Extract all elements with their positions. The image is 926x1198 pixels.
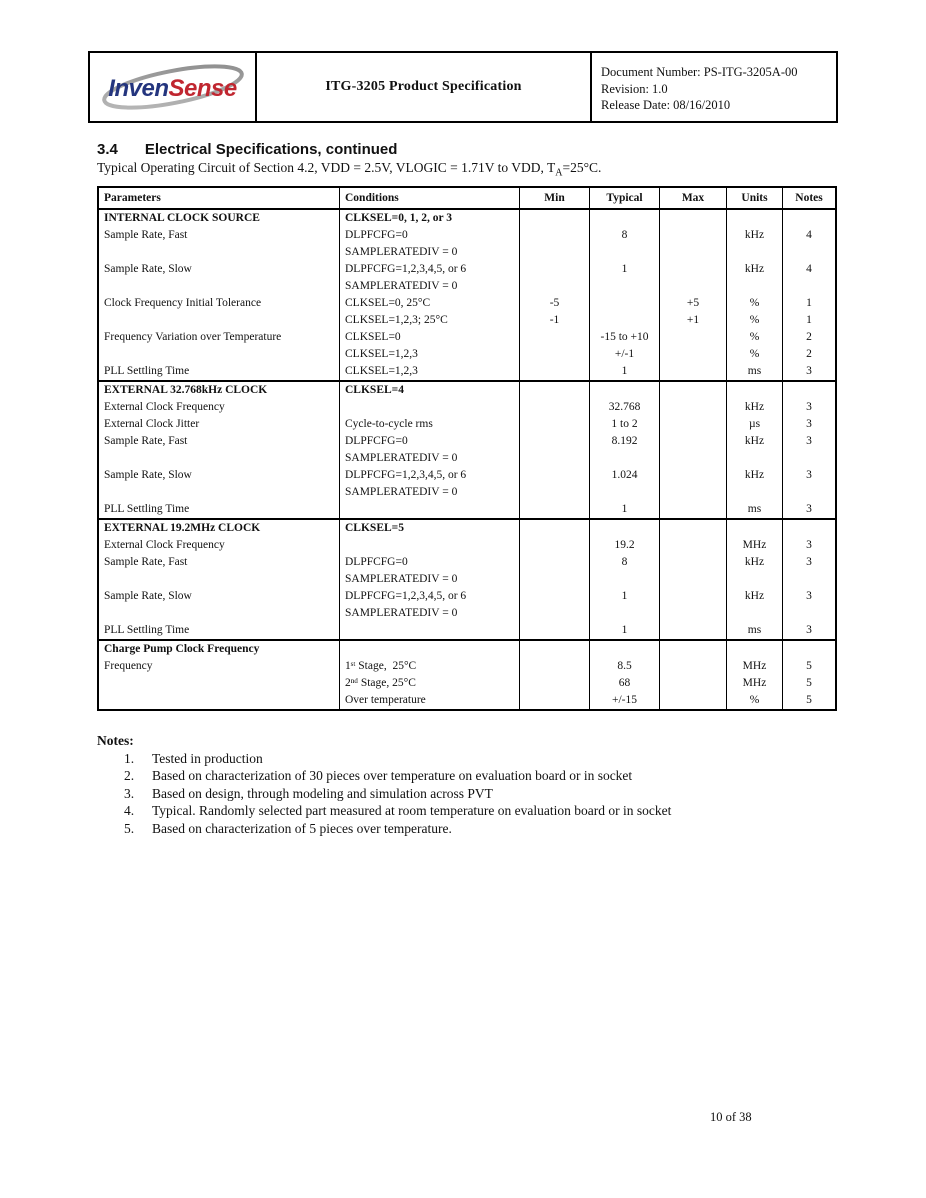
condition-line: DLPFCFG=0 bbox=[345, 229, 408, 241]
units-cell: % bbox=[727, 329, 783, 346]
typical-cell: 1 to 2 bbox=[590, 416, 660, 433]
condition-line: SAMPLERATEDIV = 0 bbox=[345, 486, 458, 498]
column-header-min: Min bbox=[520, 188, 590, 208]
doc-release-date: Release Date: 08/16/2010 bbox=[601, 98, 731, 112]
typical-cell: +/-15 bbox=[590, 692, 660, 709]
min-cell bbox=[520, 588, 590, 622]
notes-cell bbox=[783, 382, 835, 399]
typical-cell: 1.024 bbox=[590, 467, 660, 501]
typical-cell bbox=[590, 382, 660, 399]
min-cell bbox=[520, 227, 590, 261]
param-cell: Sample Rate, Fast bbox=[99, 227, 340, 261]
param-cell: Frequency bbox=[99, 658, 340, 675]
min-cell bbox=[520, 692, 590, 709]
notes-cell: 3 bbox=[806, 418, 812, 430]
max-cell bbox=[660, 261, 727, 295]
max-cell bbox=[660, 588, 727, 622]
doc-number: Document Number: PS-ITG-3205A-00 bbox=[601, 65, 798, 79]
note-text: Based on design, through modeling and simulation across PVT bbox=[152, 785, 493, 801]
min-cell bbox=[520, 399, 590, 416]
condition-line: DLPFCFG=1,2,3,4,5, or 6 bbox=[345, 590, 467, 602]
column-header-notes: Notes bbox=[795, 192, 823, 204]
condition-line: CLKSEL=1,2,3; 25°C bbox=[345, 314, 448, 326]
max-cell bbox=[660, 433, 727, 467]
note-number: 3. bbox=[124, 785, 135, 801]
min-cell bbox=[520, 261, 590, 295]
cond-cell bbox=[340, 312, 520, 329]
document-header bbox=[88, 51, 838, 123]
notes-list bbox=[97, 750, 817, 837]
units-cell: MHz bbox=[727, 537, 783, 554]
min-cell bbox=[520, 658, 590, 675]
min-cell bbox=[520, 641, 590, 658]
invensense-logo bbox=[97, 58, 249, 116]
cond-cell bbox=[340, 399, 520, 416]
units-cell: kHz bbox=[727, 467, 783, 501]
notes-cell: 3 bbox=[806, 624, 812, 636]
column-header-typical: Typical bbox=[590, 188, 660, 208]
units-cell bbox=[727, 641, 783, 658]
cond-cell bbox=[340, 588, 520, 622]
units-cell: ms bbox=[727, 363, 783, 380]
condition-line: CLKSEL=0 bbox=[345, 331, 401, 343]
notes-cell: 3 bbox=[806, 469, 812, 481]
notes-cell: 3 bbox=[806, 365, 812, 377]
param-cell: Sample Rate, Fast bbox=[99, 433, 340, 467]
param-cell bbox=[99, 675, 340, 692]
note-item bbox=[97, 802, 817, 819]
param-cell: External Clock Frequency bbox=[99, 537, 340, 554]
note-item bbox=[97, 750, 817, 767]
units-cell: kHz bbox=[727, 261, 783, 295]
param-cell: Sample Rate, Slow bbox=[99, 261, 340, 295]
column-header-conditions: Conditions bbox=[340, 188, 520, 208]
min-cell bbox=[520, 382, 590, 399]
typical-cell: +/-1 bbox=[590, 346, 660, 363]
max-cell bbox=[660, 382, 727, 399]
note-item bbox=[97, 767, 817, 784]
condition-line: DLPFCFG=1,2,3,4,5, or 6 bbox=[345, 263, 467, 275]
doc-revision: Revision: 1.0 bbox=[601, 81, 668, 96]
units-cell: kHz bbox=[727, 227, 783, 261]
param-cell bbox=[99, 346, 340, 363]
typical-cell: 19.2 bbox=[590, 537, 660, 554]
cond-cell bbox=[340, 329, 520, 346]
logo-text-inven: Inven bbox=[108, 75, 169, 102]
condition-line: 1ˢᵗ Stage, 25°C bbox=[345, 660, 417, 672]
units-cell: ms bbox=[727, 501, 783, 518]
condition-line: SAMPLERATEDIV = 0 bbox=[345, 573, 458, 585]
notes-section bbox=[97, 733, 817, 837]
units-cell bbox=[727, 210, 783, 227]
typical-cell: 1 bbox=[590, 261, 660, 295]
logo-cell bbox=[90, 53, 257, 121]
min-cell: -1 bbox=[520, 312, 590, 329]
max-cell: +5 bbox=[660, 295, 727, 312]
units-cell: % bbox=[727, 346, 783, 363]
units-cell: kHz bbox=[727, 399, 783, 416]
section-condition-cell bbox=[340, 641, 520, 658]
cond-cell bbox=[340, 295, 520, 312]
param-cell: PLL Settling Time bbox=[99, 622, 340, 639]
notes-label: Notes: bbox=[97, 733, 134, 748]
typical-cell: 32.768 bbox=[590, 399, 660, 416]
param-cell bbox=[99, 312, 340, 329]
table-header-row bbox=[99, 188, 835, 208]
cond-cell bbox=[340, 537, 520, 554]
max-cell bbox=[660, 501, 727, 518]
section-condition-cell: CLKSEL=4 bbox=[340, 382, 520, 399]
max-cell bbox=[660, 641, 727, 658]
typical-cell: 1 bbox=[590, 622, 660, 639]
typical-cell bbox=[590, 210, 660, 227]
condition-line: SAMPLERATEDIV = 0 bbox=[345, 452, 458, 464]
note-text: Tested in production bbox=[152, 751, 263, 766]
units-cell: kHz bbox=[727, 433, 783, 467]
cond-cell bbox=[340, 675, 520, 692]
page-number: 10 of 38 bbox=[710, 1110, 752, 1124]
max-cell bbox=[660, 346, 727, 363]
condition-line: DLPFCFG=1,2,3,4,5, or 6 bbox=[345, 469, 467, 481]
notes-cell: 3 bbox=[806, 435, 812, 447]
condition-line: CLKSEL=1,2,3 bbox=[345, 365, 418, 377]
notes-cell: 2 bbox=[806, 348, 812, 360]
typical-cell: -15 to +10 bbox=[590, 329, 660, 346]
min-cell: -5 bbox=[520, 295, 590, 312]
cond-cell bbox=[340, 501, 520, 518]
notes-cell: 4 bbox=[806, 229, 812, 241]
section-title: Electrical Specifications, continued bbox=[144, 141, 398, 158]
condition-line: SAMPLERATEDIV = 0 bbox=[345, 607, 458, 619]
notes-cell: 3 bbox=[806, 590, 812, 602]
param-cell: PLL Settling Time bbox=[99, 501, 340, 518]
units-cell bbox=[727, 520, 783, 537]
table-section bbox=[99, 208, 835, 380]
param-cell: Sample Rate, Fast bbox=[99, 554, 340, 588]
cond-cell bbox=[340, 346, 520, 363]
min-cell bbox=[520, 554, 590, 588]
max-cell bbox=[660, 210, 727, 227]
cond-cell bbox=[340, 227, 520, 261]
typical-cell: 8.5 bbox=[590, 658, 660, 675]
min-cell bbox=[520, 467, 590, 501]
min-cell bbox=[520, 210, 590, 227]
section-title-cell: INTERNAL CLOCK SOURCE bbox=[99, 210, 340, 227]
units-cell bbox=[727, 382, 783, 399]
condition-line: DLPFCFG=0 bbox=[345, 435, 408, 447]
column-header-units: Units bbox=[727, 188, 783, 208]
notes-cell: 1 bbox=[806, 297, 812, 309]
condition-line: CLKSEL=0, 25°C bbox=[345, 297, 431, 309]
logo-text-sense: Sense bbox=[168, 75, 237, 102]
intro-suffix: =25°C. bbox=[562, 160, 602, 175]
notes-cell: 3 bbox=[806, 539, 812, 551]
section-heading bbox=[97, 141, 397, 158]
units-cell: MHz bbox=[727, 658, 783, 675]
notes-cell: 2 bbox=[806, 331, 812, 343]
typical-cell: 1 bbox=[590, 363, 660, 380]
typical-cell: 1 bbox=[590, 501, 660, 518]
condition-line: SAMPLERATEDIV = 0 bbox=[345, 246, 458, 258]
section-title-cell: Charge Pump Clock Frequency bbox=[99, 641, 340, 658]
notes-cell: 1 bbox=[806, 314, 812, 326]
min-cell bbox=[520, 346, 590, 363]
notes-cell: 3 bbox=[806, 503, 812, 515]
max-cell bbox=[660, 692, 727, 709]
document-meta bbox=[592, 53, 836, 121]
notes-cell: 5 bbox=[806, 694, 812, 706]
column-header-max: Max bbox=[660, 188, 727, 208]
units-cell: ms bbox=[727, 622, 783, 639]
units-cell: % bbox=[727, 312, 783, 329]
typical-cell bbox=[590, 520, 660, 537]
min-cell bbox=[520, 675, 590, 692]
notes-cell bbox=[783, 641, 835, 658]
param-cell: Clock Frequency Initial Tolerance bbox=[99, 295, 340, 312]
typical-cell bbox=[590, 312, 660, 329]
min-cell bbox=[520, 433, 590, 467]
max-cell: +1 bbox=[660, 312, 727, 329]
typical-cell bbox=[590, 641, 660, 658]
note-text: Typical. Randomly selected part measured at room temperature on evaluation board or in socket bbox=[152, 803, 672, 819]
note-text: Based on characterization of 5 pieces over temperature. bbox=[152, 820, 452, 836]
notes-cell: 5 bbox=[806, 660, 812, 672]
units-cell: % bbox=[727, 692, 783, 709]
max-cell bbox=[660, 329, 727, 346]
min-cell bbox=[520, 363, 590, 380]
max-cell bbox=[660, 622, 727, 639]
typical-cell bbox=[590, 295, 660, 312]
max-cell bbox=[660, 227, 727, 261]
param-cell: Sample Rate, Slow bbox=[99, 588, 340, 622]
max-cell bbox=[660, 520, 727, 537]
param-cell: External Clock Frequency bbox=[99, 399, 340, 416]
min-cell bbox=[520, 622, 590, 639]
param-cell bbox=[99, 692, 340, 709]
cond-cell bbox=[340, 363, 520, 380]
section-title-cell: EXTERNAL 19.2MHz CLOCK bbox=[99, 520, 340, 537]
section-number: 3.4 bbox=[97, 141, 118, 158]
cond-cell bbox=[340, 433, 520, 467]
min-cell bbox=[520, 520, 590, 537]
units-cell: µs bbox=[727, 416, 783, 433]
notes-cell bbox=[783, 210, 835, 227]
column-header-parameters: Parameters bbox=[99, 188, 340, 208]
condition-line: 2ⁿᵈ Stage, 25°C bbox=[345, 677, 416, 689]
intro-subscript: A bbox=[555, 167, 563, 179]
units-cell: kHz bbox=[727, 554, 783, 588]
condition-line: DLPFCFG=0 bbox=[345, 556, 408, 568]
max-cell bbox=[660, 675, 727, 692]
notes-cell: 4 bbox=[806, 263, 812, 275]
max-cell bbox=[660, 416, 727, 433]
cond-cell bbox=[340, 467, 520, 501]
max-cell bbox=[660, 467, 727, 501]
units-cell: % bbox=[727, 295, 783, 312]
typical-cell: 8 bbox=[590, 554, 660, 588]
note-number: 4. bbox=[124, 803, 135, 819]
note-number: 2. bbox=[124, 768, 135, 784]
note-text: Based on characterization of 30 pieces over temperature on evaluation board or in socket bbox=[152, 768, 633, 784]
typical-cell: 8 bbox=[590, 227, 660, 261]
title-cell bbox=[257, 53, 592, 121]
min-cell bbox=[520, 537, 590, 554]
table-body bbox=[99, 208, 835, 709]
units-cell: MHz bbox=[727, 675, 783, 692]
param-cell: Frequency Variation over Temperature bbox=[99, 329, 340, 346]
spec-table bbox=[97, 186, 837, 711]
notes-cell bbox=[783, 520, 835, 537]
cond-cell bbox=[340, 416, 520, 433]
condition-line: CLKSEL=1,2,3 bbox=[345, 348, 418, 360]
notes-cell: 5 bbox=[806, 677, 812, 689]
table-section bbox=[99, 380, 835, 518]
note-number: 1. bbox=[124, 751, 135, 766]
units-cell: kHz bbox=[727, 588, 783, 622]
condition-line: SAMPLERATEDIV = 0 bbox=[345, 280, 458, 292]
max-cell bbox=[660, 537, 727, 554]
param-cell: External Clock Jitter bbox=[99, 416, 340, 433]
cond-cell bbox=[340, 622, 520, 639]
intro-line bbox=[97, 160, 601, 179]
cond-cell bbox=[340, 692, 520, 709]
cond-cell bbox=[340, 261, 520, 295]
max-cell bbox=[660, 363, 727, 380]
document-title: ITG-3205 Product Specification bbox=[325, 79, 522, 94]
note-number: 5. bbox=[124, 820, 135, 836]
param-cell: PLL Settling Time bbox=[99, 363, 340, 380]
min-cell bbox=[520, 329, 590, 346]
notes-cell: 3 bbox=[806, 556, 812, 568]
typical-cell: 1 bbox=[590, 588, 660, 622]
logo-wordmark bbox=[97, 75, 249, 103]
typical-cell: 8.192 bbox=[590, 433, 660, 467]
section-title-cell: EXTERNAL 32.768kHz CLOCK bbox=[99, 382, 340, 399]
note-item bbox=[97, 785, 817, 802]
note-item bbox=[97, 820, 817, 837]
table-section bbox=[99, 639, 835, 709]
notes-cell: 3 bbox=[806, 401, 812, 413]
cond-cell bbox=[340, 554, 520, 588]
section-condition-cell: CLKSEL=5 bbox=[340, 520, 520, 537]
intro-prefix: Typical Operating Circuit of Section 4.2, VDD = 2.5V, VLOGIC = 1.71V to VDD, T bbox=[97, 160, 556, 175]
condition-line: Cycle-to-cycle rms bbox=[345, 418, 433, 430]
table-section bbox=[99, 518, 835, 639]
max-cell bbox=[660, 399, 727, 416]
min-cell bbox=[520, 416, 590, 433]
max-cell bbox=[660, 554, 727, 588]
param-cell: Sample Rate, Slow bbox=[99, 467, 340, 501]
min-cell bbox=[520, 501, 590, 518]
section-condition-cell: CLKSEL=0, 1, 2, or 3 bbox=[340, 210, 520, 227]
max-cell bbox=[660, 658, 727, 675]
cond-cell bbox=[340, 658, 520, 675]
condition-line: Over temperature bbox=[345, 694, 426, 706]
typical-cell: 68 bbox=[590, 675, 660, 692]
